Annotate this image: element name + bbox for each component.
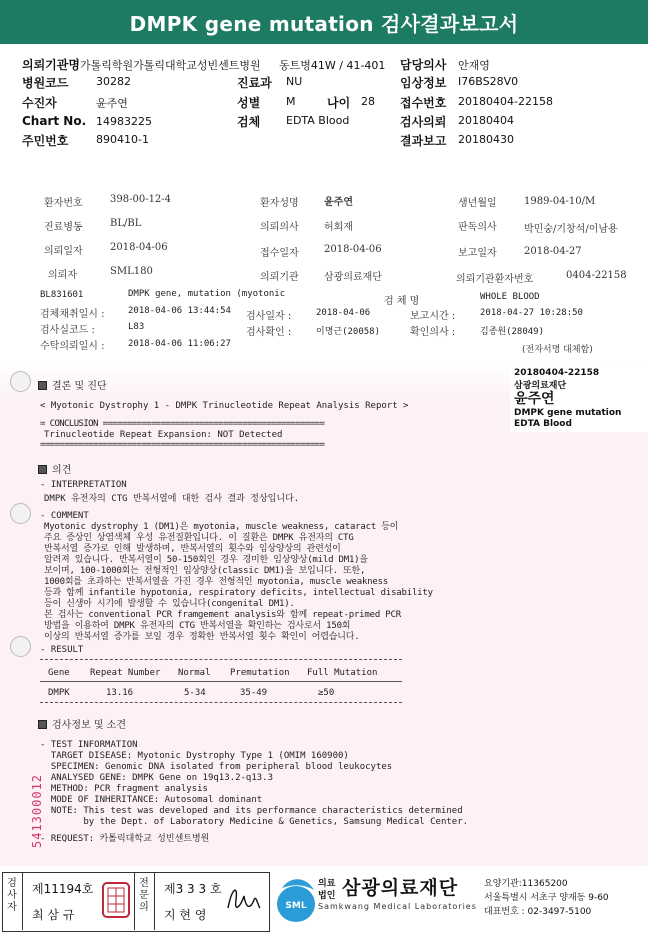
tester-column-label: 검사자 xyxy=(7,878,17,913)
test-confirm-label: 검사확인 : xyxy=(246,327,292,338)
request-line: - REQUEST: 카톨릭대학교 성빈센트병원 xyxy=(40,834,210,844)
label-specimen: 검체 xyxy=(237,115,261,129)
consign-time-label: 수탁의뢰일시 : xyxy=(40,341,105,352)
grid-label-ref-doctor: 의뢰의사 xyxy=(260,222,299,233)
grid-value-ward: BL/BL xyxy=(110,218,142,229)
test-date-value: 2018-04-06 xyxy=(316,308,371,318)
sticker-patient: 윤주연 xyxy=(514,391,555,407)
tester-name: 최 삼 규 xyxy=(32,908,75,922)
label-age: 나이 xyxy=(327,96,351,110)
conclusion-text: Trinucleotide Repeat Expansion: NOT Detected xyxy=(44,430,283,440)
sml-logo-icon xyxy=(274,874,318,926)
report-title: DMPK gene mutation 검사결과보고서 xyxy=(0,0,648,44)
org-address: 서울특별시 서초구 양재동 9-60 xyxy=(484,893,609,903)
interpretation-text: DMPK 유전자의 CTG 반복서열에 대한 검사 결과 정상입니다. xyxy=(44,494,300,504)
value-receipt-no: 20180404-22158 xyxy=(458,95,553,108)
comment-text: Myotonic dystrophy 1 (DM1)은 myotonia, muscle weakness, cataract 등이 주요 증상인 상염색체 우성 유전질환입니다. 이 질환은 DMPK 유전자의 CTG 반복서열 증가로 인해 발생하며, 반복서열의 횟수와 임상양상의 관련성이 알려져 있습니다. 반복서열이 50-150회인 경우 경미한 임상양상(mild DM1)을 보이며, 100-1000회는 전형적인 임상양상(classic DM1)을 보입니다. 또한, 1000회를 초과하는 반복서열을 가진 경우 전형적인 myotonia, muscle weakness 등과 함께 infantile hypotonia, respiratory deficits, intellectual disability 등이 신생아 시기에 발생할 수 있습니다(congenital DM1). 본 검사는 conventional PCR framgement analysis와 함께 repeat-primed PCR 방법을 이용하여 DMPK 유전자의 CTG 반복서열을 확인하는 검사로서 150회 이상의 반복서열 증가를 보일 경우 정확한 반복서열 횟수 확인이 어렵습니다. xyxy=(44,522,433,642)
specialist-name: 지 현 영 xyxy=(164,908,207,922)
collect-time-value: 2018-04-06 13:44:54 xyxy=(128,306,231,316)
grid-value-requester: SML180 xyxy=(110,266,153,277)
report-time-value: 2018-04-27 10:28:50 xyxy=(480,308,583,318)
result-repeat: 13.16 xyxy=(106,688,134,698)
value-chart-no: 14983225 xyxy=(96,115,152,128)
result-gene: DMPK xyxy=(48,688,70,698)
label-institution: 의뢰기관명 xyxy=(22,58,80,72)
grid-label-recv-date: 접수일자 xyxy=(260,248,299,259)
result-rule-mid xyxy=(40,681,402,682)
grid-value-birth: 1989-04-10/M xyxy=(524,196,596,207)
side-serial-number: 541300012 xyxy=(30,773,44,848)
specimen-name-value: WHOLE BLOOD xyxy=(480,292,540,302)
result-full: ≥50 xyxy=(318,688,335,698)
section-opinion-title: 의견 xyxy=(38,461,71,476)
specialist-column-label: 전문의 xyxy=(139,878,149,913)
value-sex: M xyxy=(286,95,296,108)
label-resident-no: 주민번호 xyxy=(22,134,69,148)
label-hospital-code: 병원코드 xyxy=(22,76,69,90)
consign-time-value: 2018-04-06 11:06:27 xyxy=(128,339,231,349)
grid-label-requester: 의뢰자 xyxy=(48,270,77,281)
specimen-sticker xyxy=(510,368,648,432)
svg-text:SML: SML xyxy=(285,901,307,911)
grid-value-ref-doctor: 허회재 xyxy=(324,222,353,233)
label-sex: 성별 xyxy=(237,96,261,110)
grid-value-req-date: 2018-04-06 xyxy=(110,242,168,253)
specialist-license: 제3 3 3 호 xyxy=(164,882,222,896)
grid-label-birth: 생년월일 xyxy=(458,198,497,209)
grid-label-ward: 진료병동 xyxy=(44,222,83,233)
grid-value-patient-name: 윤주연 xyxy=(324,197,353,208)
sticker-org: 삼광의료재단 xyxy=(514,381,567,391)
value-specimen: EDTA Blood xyxy=(286,114,350,127)
logo-top-text: 의료 xyxy=(318,879,336,889)
section-conclusion-title: 결론 및 진단 xyxy=(38,377,107,392)
punch-hole xyxy=(10,503,31,524)
report-time-label: 보고시간 : xyxy=(410,311,456,322)
value-doctor: 안재영 xyxy=(458,59,490,72)
specimen-name-label: 검 체 명 xyxy=(384,296,420,307)
result-premutation: 35-49 xyxy=(240,688,268,698)
value-patient: 윤주연 xyxy=(96,97,128,110)
label-request-date: 검사의뢰 xyxy=(400,115,447,129)
report-heading: < Myotonic Dystrophy 1 - DMPK Trinucleotide Repeat Analysis Report > xyxy=(40,401,409,411)
grid-label-report-date: 보고일자 xyxy=(458,248,497,259)
label-department: 진료과 xyxy=(237,76,272,90)
value-ward: 동트병41W / 41-401 xyxy=(279,59,386,72)
label-report-date: 결과보고 xyxy=(400,134,447,148)
institution-code: 요양기관:11365200 xyxy=(484,879,568,889)
value-report-date: 20180430 xyxy=(458,133,514,146)
result-header-premutation: Premutation xyxy=(230,668,290,678)
label-patient: 수진자 xyxy=(22,96,57,110)
result-rule-top xyxy=(40,659,402,660)
signature-icon xyxy=(222,878,262,922)
grid-label-req-date: 의뢰일자 xyxy=(44,246,83,257)
lab-code-label: 검사실코드 : xyxy=(40,325,95,336)
grid-label-patient-id: 환자번호 xyxy=(44,198,83,209)
result-header-gene: Gene xyxy=(48,668,70,678)
label-receipt-no: 접수번호 xyxy=(400,96,447,110)
tester-license: 제11194호 xyxy=(32,882,94,896)
confirm-doctor-label: 확인의사 : xyxy=(410,327,456,338)
grid-label-patient-name: 환자성명 xyxy=(260,198,299,209)
result-label: - RESULT xyxy=(40,645,84,655)
test-name: DMPK gene, mutation (myotonic xyxy=(128,289,286,299)
value-resident-no: 890410-1 xyxy=(96,133,149,146)
grid-value-reader: 박민숭/기창석/이남용 xyxy=(524,224,618,235)
footer xyxy=(0,868,648,936)
grid-value-patient-id: 398-00-12-4 xyxy=(110,194,172,205)
logo-mid-text: 법인 xyxy=(318,891,336,901)
grid-value-ref-inst: 삼광의료재단 xyxy=(324,272,382,283)
grid-label-ref-inst: 의뢰기관 xyxy=(260,272,299,283)
comment-label: - COMMENT xyxy=(40,511,89,521)
result-header-normal: Normal xyxy=(178,668,211,678)
label-chart-no: Chart No. xyxy=(22,114,87,128)
org-name-en: Samkwang Medical Laboratories xyxy=(318,902,477,911)
sticker-receipt: 20180404-22158 xyxy=(514,368,600,378)
value-request-date: 20180404 xyxy=(458,114,514,127)
grid-label-inst-patient-no: 의뢰기관환자번호 xyxy=(456,274,534,285)
result-rule-bottom xyxy=(40,702,402,703)
label-clinical-info: 임상정보 xyxy=(400,76,447,90)
value-department: NU xyxy=(286,75,303,88)
seal-stamp-icon xyxy=(100,880,132,920)
conclusion-rule: =========================================================== xyxy=(40,440,325,450)
value-clinical-info: I76BS28V0 xyxy=(458,75,519,88)
test-confirm-value: 이명근(20058) xyxy=(316,327,381,337)
test-date-label: 검사일자 : xyxy=(246,311,292,322)
section-testinfo-title: 검사정보 및 소견 xyxy=(38,716,126,731)
esign-note: (전자서명 대체함) xyxy=(522,345,593,355)
grid-value-recv-date: 2018-04-06 xyxy=(324,244,382,255)
test-information: - TEST INFORMATION TARGET DISEASE: Myotonic Dystrophy Type 1 (OMIM 160900) SPECIMEN: Genomic DNA isolated from peripheral blood leukocytes ANALYSED GENE: DMPK Gene on 19q13.2-q13.3 METHOD: PCR fragment analysis MODE OF INHERITANCE: Autosomal dominant NOTE: This test was developed and its performance characteristics determined by the Dept. of Laboratory Medicine & Genetics, Samsung Medical Center. xyxy=(40,740,469,827)
confirm-doctor-value: 김종원(28049) xyxy=(480,327,545,337)
grid-value-report-date: 2018-04-27 xyxy=(524,246,582,257)
sticker-specimen: EDTA Blood xyxy=(514,419,572,429)
value-hospital-code: 30282 xyxy=(96,75,131,88)
label-doctor: 담당의사 xyxy=(400,58,447,72)
punch-hole xyxy=(10,636,31,657)
org-phone: 대표번호 : 02-3497-5100 xyxy=(484,907,592,917)
result-header-full: Full Mutation xyxy=(307,668,378,678)
result-normal: 5-34 xyxy=(184,688,206,698)
grid-label-reader: 판독의사 xyxy=(458,222,497,233)
conclusion-label: = CONCLUSION ============================================== xyxy=(40,419,325,429)
test-code: BL831601 xyxy=(40,290,84,300)
sticker-test: DMPK gene mutation xyxy=(514,408,622,418)
collect-time-label: 검체채취일시 : xyxy=(40,309,105,320)
result-header-repeat: Repeat Number xyxy=(90,668,161,678)
lab-code-value: L83 xyxy=(128,322,145,332)
value-institution: 가톨릭학원가톨릭대학교성빈센트병원 xyxy=(80,59,261,72)
punch-hole xyxy=(10,371,31,392)
org-name: 삼광의료재단 xyxy=(342,877,459,899)
grid-value-inst-patient-no: 0404-22158 xyxy=(566,270,627,281)
value-age: 28 xyxy=(361,95,375,108)
interpretation-label: - INTERPRETATION xyxy=(40,480,127,490)
